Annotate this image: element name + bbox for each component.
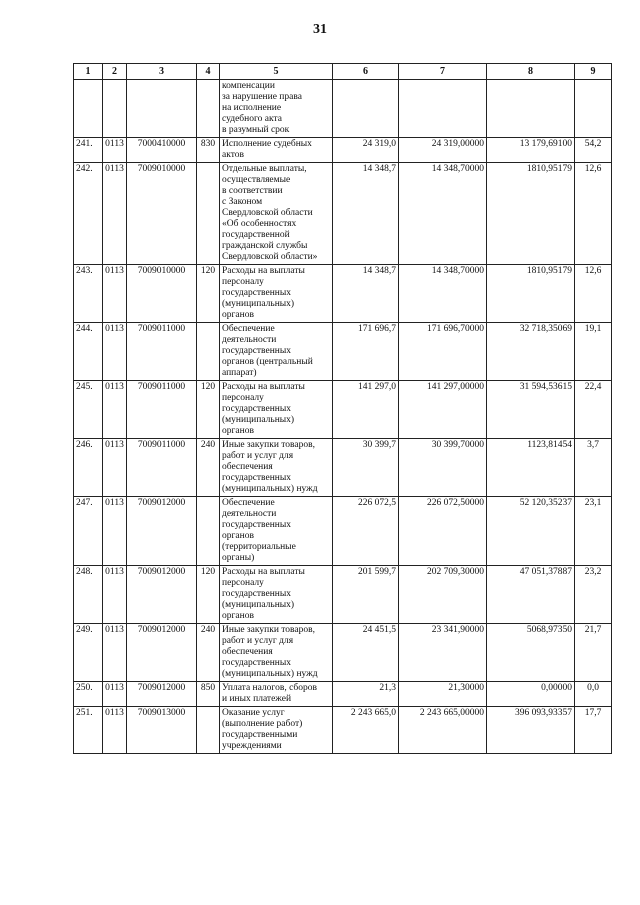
expense-name: компенсации за нарушение права на исполнение судебного акта в разумный срок (220, 80, 333, 138)
approved-amount: 24 451,5 (333, 624, 399, 682)
executed-amount: 396 093,93357 (487, 707, 575, 754)
section-code: 0113 (103, 381, 127, 439)
execution-percent: 17,7 (575, 707, 612, 754)
approved-amount: 14 348,7 (333, 163, 399, 265)
expense-name: Обеспечение деятельности государственных органов (центральный аппарат) (220, 323, 333, 381)
column-header-7: 7 (399, 64, 487, 80)
executed-amount: 47 051,37887 (487, 566, 575, 624)
target-article-code: 7009011000 (127, 323, 197, 381)
table-row (74, 381, 612, 439)
revised-amount: 14 348,70000 (399, 265, 487, 323)
revised-amount: 30 399,70000 (399, 439, 487, 497)
expense-name: Расходы на выплаты персоналу государственных (муниципальных) органов (220, 265, 333, 323)
target-article-code: 7009011000 (127, 381, 197, 439)
column-header-1: 1 (74, 64, 103, 80)
row-number: 242. (74, 163, 103, 265)
section-code: 0113 (103, 323, 127, 381)
target-article-code (127, 80, 197, 138)
expense-type-code (197, 80, 220, 138)
revised-amount: 14 348,70000 (399, 163, 487, 265)
executed-amount: 1810,95179 (487, 163, 575, 265)
expense-type-code: 240 (197, 624, 220, 682)
revised-amount: 202 709,30000 (399, 566, 487, 624)
section-code: 0113 (103, 439, 127, 497)
expense-name: Исполнение судебных актов (220, 138, 333, 163)
expense-name: Расходы на выплаты персоналу государственных (муниципальных) органов (220, 381, 333, 439)
target-article-code: 7009010000 (127, 265, 197, 323)
approved-amount: 14 348,7 (333, 265, 399, 323)
target-article-code: 7000410000 (127, 138, 197, 163)
row-number: 246. (74, 439, 103, 497)
execution-percent: 12,6 (575, 265, 612, 323)
executed-amount: 31 594,53615 (487, 381, 575, 439)
section-code: 0113 (103, 265, 127, 323)
approved-amount: 2 243 665,0 (333, 707, 399, 754)
expense-name: Обеспечение деятельности государственных органов (территориальные органы) (220, 497, 333, 566)
row-number: 250. (74, 682, 103, 707)
target-article-code: 7009012000 (127, 497, 197, 566)
execution-percent: 21,7 (575, 624, 612, 682)
expense-type-code: 120 (197, 566, 220, 624)
approved-amount: 21,3 (333, 682, 399, 707)
revised-amount: 23 341,90000 (399, 624, 487, 682)
header-row (74, 64, 612, 80)
row-number: 249. (74, 624, 103, 682)
target-article-code: 7009012000 (127, 566, 197, 624)
expense-type-code (197, 707, 220, 754)
target-article-code: 7009011000 (127, 439, 197, 497)
row-number: 251. (74, 707, 103, 754)
row-number: 245. (74, 381, 103, 439)
revised-amount: 21,30000 (399, 682, 487, 707)
execution-percent: 3,7 (575, 439, 612, 497)
expense-type-code: 240 (197, 439, 220, 497)
section-code (103, 80, 127, 138)
approved-amount (333, 80, 399, 138)
execution-percent: 23,1 (575, 497, 612, 566)
target-article-code: 7009010000 (127, 163, 197, 265)
column-header-2: 2 (103, 64, 127, 80)
execution-percent: 12,6 (575, 163, 612, 265)
section-code: 0113 (103, 163, 127, 265)
table-row (74, 566, 612, 624)
table-row (74, 163, 612, 265)
expense-type-code (197, 323, 220, 381)
budget-table (73, 63, 612, 754)
row-number: 244. (74, 323, 103, 381)
execution-percent (575, 80, 612, 138)
execution-percent: 23,2 (575, 566, 612, 624)
page-number: 31 (313, 22, 327, 37)
executed-amount: 1123,81454 (487, 439, 575, 497)
column-header-6: 6 (333, 64, 399, 80)
approved-amount: 24 319,0 (333, 138, 399, 163)
expense-type-code: 850 (197, 682, 220, 707)
revised-amount: 141 297,00000 (399, 381, 487, 439)
column-header-9: 9 (575, 64, 612, 80)
column-header-8: 8 (487, 64, 575, 80)
expense-type-code: 120 (197, 265, 220, 323)
expense-name: Иные закупки товаров, работ и услуг для обеспечения государственных (муниципальных) нужд (220, 624, 333, 682)
expense-name: Расходы на выплаты персоналу государственных (муниципальных) органов (220, 566, 333, 624)
target-article-code: 7009013000 (127, 707, 197, 754)
table-row (74, 624, 612, 682)
expense-name: Отдельные выплаты, осуществляемые в соответствии с Законом Свердловской области «Об особенностях государственной гражданской службы Свердловской области» (220, 163, 333, 265)
table-row (74, 323, 612, 381)
table-row (74, 682, 612, 707)
section-code: 0113 (103, 682, 127, 707)
execution-percent: 54,2 (575, 138, 612, 163)
revised-amount: 2 243 665,00000 (399, 707, 487, 754)
expense-name: Иные закупки товаров, работ и услуг для обеспечения государственных (муниципальных) нужд (220, 439, 333, 497)
execution-percent: 22,4 (575, 381, 612, 439)
executed-amount: 5068,97350 (487, 624, 575, 682)
expense-type-code (197, 497, 220, 566)
executed-amount: 52 120,35237 (487, 497, 575, 566)
section-code: 0113 (103, 707, 127, 754)
table-row (74, 265, 612, 323)
expense-type-code: 120 (197, 381, 220, 439)
approved-amount: 171 696,7 (333, 323, 399, 381)
section-code: 0113 (103, 566, 127, 624)
executed-amount: 0,00000 (487, 682, 575, 707)
executed-amount: 1810,95179 (487, 265, 575, 323)
column-header-5: 5 (220, 64, 333, 80)
expense-name: Уплата налогов, сборов и иных платежей (220, 682, 333, 707)
row-number: 241. (74, 138, 103, 163)
expense-type-code: 830 (197, 138, 220, 163)
executed-amount (487, 80, 575, 138)
target-article-code: 7009012000 (127, 624, 197, 682)
executed-amount: 13 179,69100 (487, 138, 575, 163)
execution-percent: 0,0 (575, 682, 612, 707)
execution-percent: 19,1 (575, 323, 612, 381)
table-row (74, 497, 612, 566)
row-number: 243. (74, 265, 103, 323)
approved-amount: 201 599,7 (333, 566, 399, 624)
expense-name: Оказание услуг (выполнение работ) государственными учреждениями (220, 707, 333, 754)
row-number: 247. (74, 497, 103, 566)
column-header-4: 4 (197, 64, 220, 80)
row-number: 248. (74, 566, 103, 624)
target-article-code: 7009012000 (127, 682, 197, 707)
revised-amount: 226 072,50000 (399, 497, 487, 566)
table-row (74, 439, 612, 497)
revised-amount: 171 696,70000 (399, 323, 487, 381)
column-header-3: 3 (127, 64, 197, 80)
approved-amount: 226 072,5 (333, 497, 399, 566)
executed-amount: 32 718,35069 (487, 323, 575, 381)
approved-amount: 141 297,0 (333, 381, 399, 439)
section-code: 0113 (103, 138, 127, 163)
table-row (74, 80, 612, 138)
section-code: 0113 (103, 624, 127, 682)
table-row (74, 707, 612, 754)
expense-type-code (197, 163, 220, 265)
section-code: 0113 (103, 497, 127, 566)
approved-amount: 30 399,7 (333, 439, 399, 497)
row-number (74, 80, 103, 138)
table-row (74, 138, 612, 163)
revised-amount (399, 80, 487, 138)
revised-amount: 24 319,00000 (399, 138, 487, 163)
